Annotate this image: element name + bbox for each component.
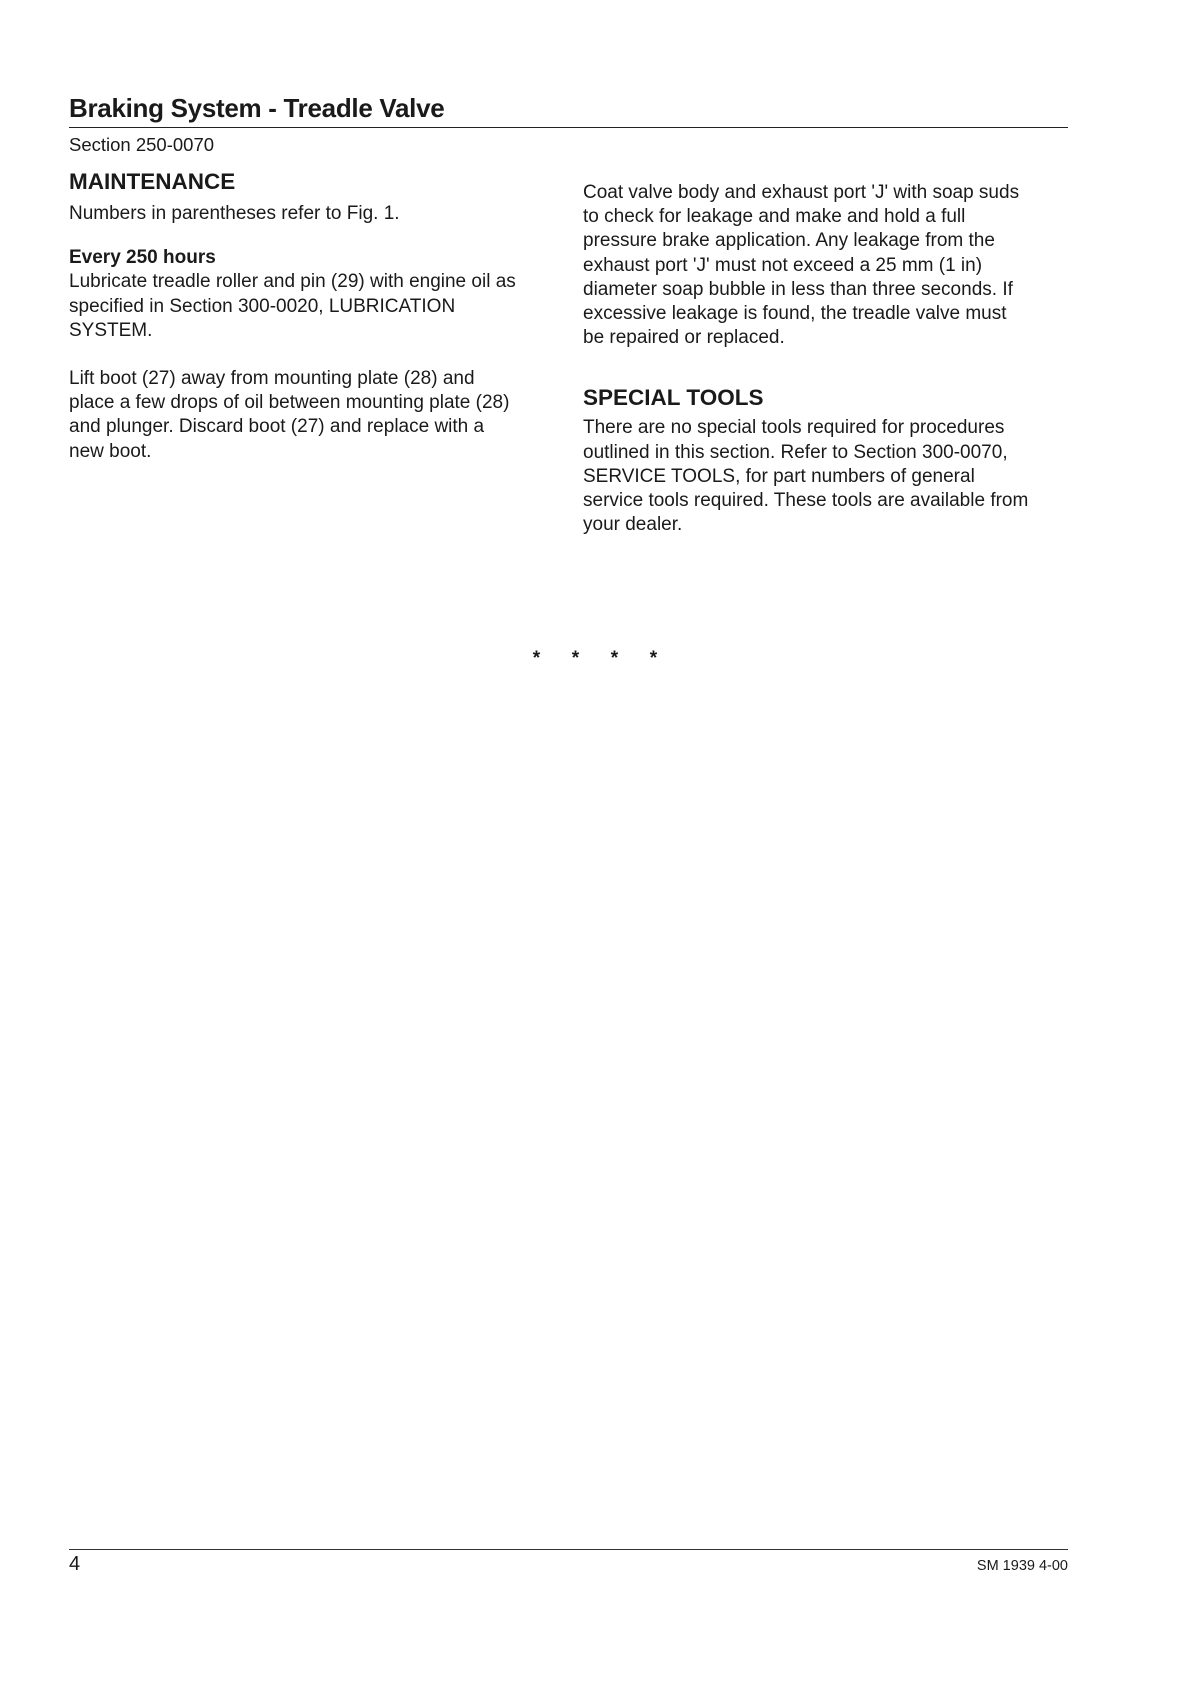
text-line: exhaust port 'J' must not exceed a 25 mm (1 in) <box>583 254 983 276</box>
text-line: outlined in this section. Refer to Section 300-0070, <box>583 441 1008 463</box>
text-line: service tools required. These tools are available from <box>583 490 1029 512</box>
text-line: be repaired or replaced. <box>583 327 785 349</box>
text-line: Lubricate treadle roller and pin (29) with engine oil as <box>69 271 516 293</box>
text-line: There are no special tools required for procedures <box>583 417 1005 439</box>
text-line: Coat valve body and exhaust port 'J' with soap suds <box>583 182 1020 203</box>
lubrication-paragraph <box>69 270 559 343</box>
separator-star: * <box>649 648 658 669</box>
title-rule <box>69 127 1068 128</box>
page-title: Braking System - Treadle Valve <box>69 93 445 123</box>
page-number: 4 <box>69 1553 81 1575</box>
end-of-section-separator <box>0 648 1190 670</box>
text-line: pressure brake application. Any leakage from the <box>583 230 995 252</box>
text-line: diameter soap bubble in less than three seconds. If <box>583 278 1013 300</box>
separator-star: * <box>610 648 619 669</box>
text-line: specified in Section 300-0020, LUBRICATION <box>69 295 456 317</box>
separator-star: * <box>571 648 580 669</box>
left-column <box>69 168 559 464</box>
text-line: SERVICE TOOLS, for part numbers of general <box>583 465 975 487</box>
text-line: SYSTEM. <box>69 319 153 341</box>
section-number: Section 250-0070 <box>69 134 215 155</box>
intro-paragraph: Numbers in parentheses refer to Fig. 1. <box>69 203 400 224</box>
maintenance-heading: MAINTENANCE <box>69 169 236 194</box>
separator-star: * <box>532 648 541 669</box>
boot-paragraph <box>69 367 559 464</box>
leakage-paragraph <box>583 181 1073 350</box>
text-line: new boot. <box>69 440 152 462</box>
text-line: Lift boot (27) away from mounting plate (28) and <box>69 368 475 390</box>
text-line: place a few drops of oil between mounting plate (28) <box>69 392 510 414</box>
text-line: excessive leakage is found, the treadle valve must <box>583 303 1007 325</box>
special-tools-heading: SPECIAL TOOLS <box>583 385 764 411</box>
interval-heading: Every 250 hours <box>69 247 216 269</box>
text-line: to check for leakage and make and hold a full <box>583 206 966 228</box>
footer-rule <box>69 1549 1068 1550</box>
document-code: SM 1939 4-00 <box>976 1558 1068 1574</box>
text-line: your dealer. <box>583 514 683 536</box>
right-column <box>583 181 1073 537</box>
special-tools-paragraph <box>583 416 1073 537</box>
text-line: and plunger. Discard boot (27) and replace with a <box>69 416 485 438</box>
